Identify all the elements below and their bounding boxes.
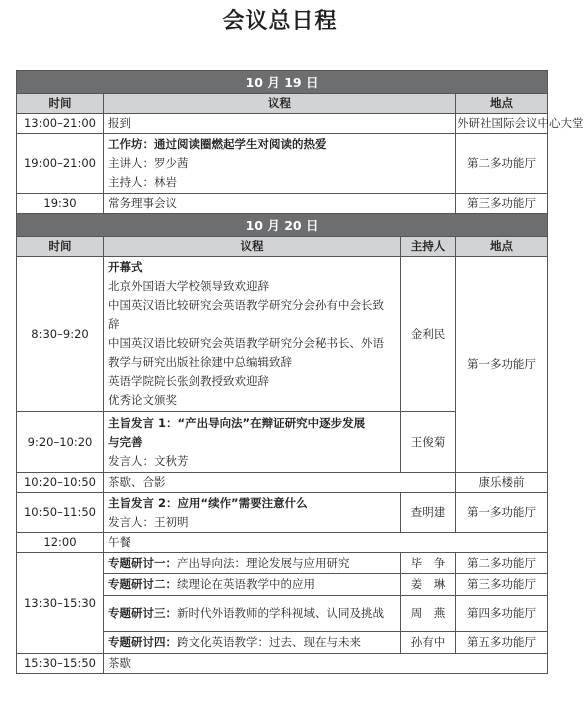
day1-date: 10 月 19 日 — [17, 71, 548, 94]
day2-col-venue: 地点 — [456, 237, 548, 257]
table-row — [17, 553, 548, 574]
opening-host: 金利民 — [401, 257, 456, 412]
row-agenda — [104, 134, 456, 194]
seminar-topic: 新时代外语教师的学科视域、认同及挑战 — [177, 606, 384, 620]
opening-agenda — [104, 257, 401, 412]
table-row — [17, 533, 548, 553]
seminar-agenda — [104, 596, 401, 632]
seminar-host: 孙有中 — [401, 632, 456, 654]
keynote2-title: 主旨发言 2：应用“续作”需要注意什么 — [108, 495, 308, 510]
seminar-label: 专题研讨一： — [108, 555, 177, 570]
day2-column-headers — [17, 237, 548, 257]
row-agenda: 常务理事会议 — [104, 194, 456, 214]
keynote2-agenda — [104, 493, 401, 533]
opening-time: 8:30–9:20 — [17, 257, 104, 412]
seminar-label: 专题研讨三： — [108, 606, 177, 620]
keynote2-speaker: 发言人：王初明 — [108, 514, 189, 529]
keynote2-venue: 第一多功能厅 — [456, 493, 548, 533]
table-row — [17, 473, 548, 493]
seminar-label: 专题研讨二： — [108, 577, 177, 591]
seminar-topic: 跨文化英语教学：过去、现在与未来 — [177, 635, 361, 649]
table-row — [17, 493, 548, 533]
row-agenda: 报到 — [104, 114, 456, 134]
table-row — [17, 654, 548, 674]
day2-col-agenda: 议程 — [104, 237, 401, 257]
day1-header-row — [17, 71, 548, 94]
day1-col-agenda: 议程 — [104, 94, 456, 114]
lunch-agenda: 午餐 — [104, 533, 548, 553]
seminar-agenda — [104, 574, 401, 596]
seminar-host: 周 燕 — [401, 596, 456, 632]
seminar-topic: 产出导向法：理论发展与应用研究 — [177, 555, 350, 570]
tea1-venue: 康乐楼前 — [456, 473, 548, 493]
keynote1-host: 王俊菊 — [401, 412, 456, 473]
keynote1-title-line: 主旨发言 1：“产出导向法”在辩证研究中逐步发展 — [108, 415, 366, 430]
opening-line: 北京外国语大学校领导致欢迎辞 — [108, 279, 269, 293]
seminar-venue: 第二多功能厅 — [456, 553, 548, 574]
seminar-agenda — [104, 553, 401, 574]
seminar-label: 专题研讨四： — [108, 635, 177, 649]
table-row — [17, 194, 548, 214]
keynote2-time: 10:50–11:50 — [17, 493, 104, 533]
opening-line: 中国英汉语比较研究会英语教学研究分会孙有中会长致 — [108, 298, 384, 312]
opening-line: 英语学院院长张剑教授致欢迎辞 — [108, 374, 269, 388]
day1-col-time: 时间 — [17, 94, 104, 114]
day1-column-headers — [17, 94, 548, 114]
opening-line: 中国英汉语比较研究会英语教学研究分会秘书长、外语 — [108, 336, 384, 350]
row-venue: 外研社国际会议中心大堂 — [456, 114, 548, 134]
day2-date: 10 月 20 日 — [17, 214, 548, 237]
keynote1-time: 9:20–10:20 — [17, 412, 104, 473]
row-time: 19:00–21:00 — [17, 134, 104, 194]
seminars-time: 13:30–15:30 — [17, 553, 104, 654]
table-row — [17, 114, 548, 134]
page-title: 会议总日程 — [222, 9, 338, 34]
opening-line: 优秀论文颁奖 — [108, 393, 177, 407]
table-row — [17, 134, 548, 194]
workshop-speaker: 主讲人：罗少茜 — [108, 156, 189, 170]
lunch-time: 12:00 — [17, 533, 104, 553]
seminar-venue: 第四多功能厅 — [456, 596, 548, 632]
keynote1-title-line: 与完善 — [108, 434, 143, 449]
tea1-time: 10:20–10:50 — [17, 473, 104, 493]
day2-col-time: 时间 — [17, 237, 104, 257]
row-time: 19:30 — [17, 194, 104, 214]
workshop-host: 主持人：林岩 — [108, 175, 177, 189]
keynote1-speaker: 发言人：文秋芳 — [108, 453, 189, 468]
day2-col-host: 主持人 — [401, 237, 456, 257]
seminar-topic: 续理论在英语教学中的应用 — [177, 577, 315, 591]
schedule-table — [16, 70, 584, 674]
table-row — [17, 257, 548, 412]
day1-col-venue: 地点 — [456, 94, 548, 114]
row-venue: 第二多功能厅 — [456, 134, 548, 194]
day2-header-row — [17, 214, 548, 237]
tea2-agenda: 茶歇 — [104, 654, 548, 674]
seminar-host: 毕 争 — [401, 553, 456, 574]
workshop-title: 工作坊：通过阅读圈燃起学生对阅读的热爱 — [108, 137, 327, 151]
tea1-agenda: 茶歇、合影 — [104, 473, 456, 493]
opening-title: 开幕式 — [108, 260, 143, 274]
seminar-venue: 第三多功能厅 — [456, 574, 548, 596]
opening-line: 辞 — [108, 317, 120, 331]
opening-line: 教学与研究出版社徐建中总编辑致辞 — [108, 355, 292, 369]
seminar-host: 姜 琳 — [401, 574, 456, 596]
row-time: 13:00–21:00 — [17, 114, 104, 134]
tea2-time: 15:30–15:50 — [17, 654, 104, 674]
seminar-agenda — [104, 632, 401, 654]
row-venue: 第三多功能厅 — [456, 194, 548, 214]
keynote1-agenda — [104, 412, 401, 473]
seminar-venue: 第五多功能厅 — [456, 632, 548, 654]
main-venue: 第一多功能厅 — [456, 257, 548, 473]
keynote2-host: 查明建 — [401, 493, 456, 533]
